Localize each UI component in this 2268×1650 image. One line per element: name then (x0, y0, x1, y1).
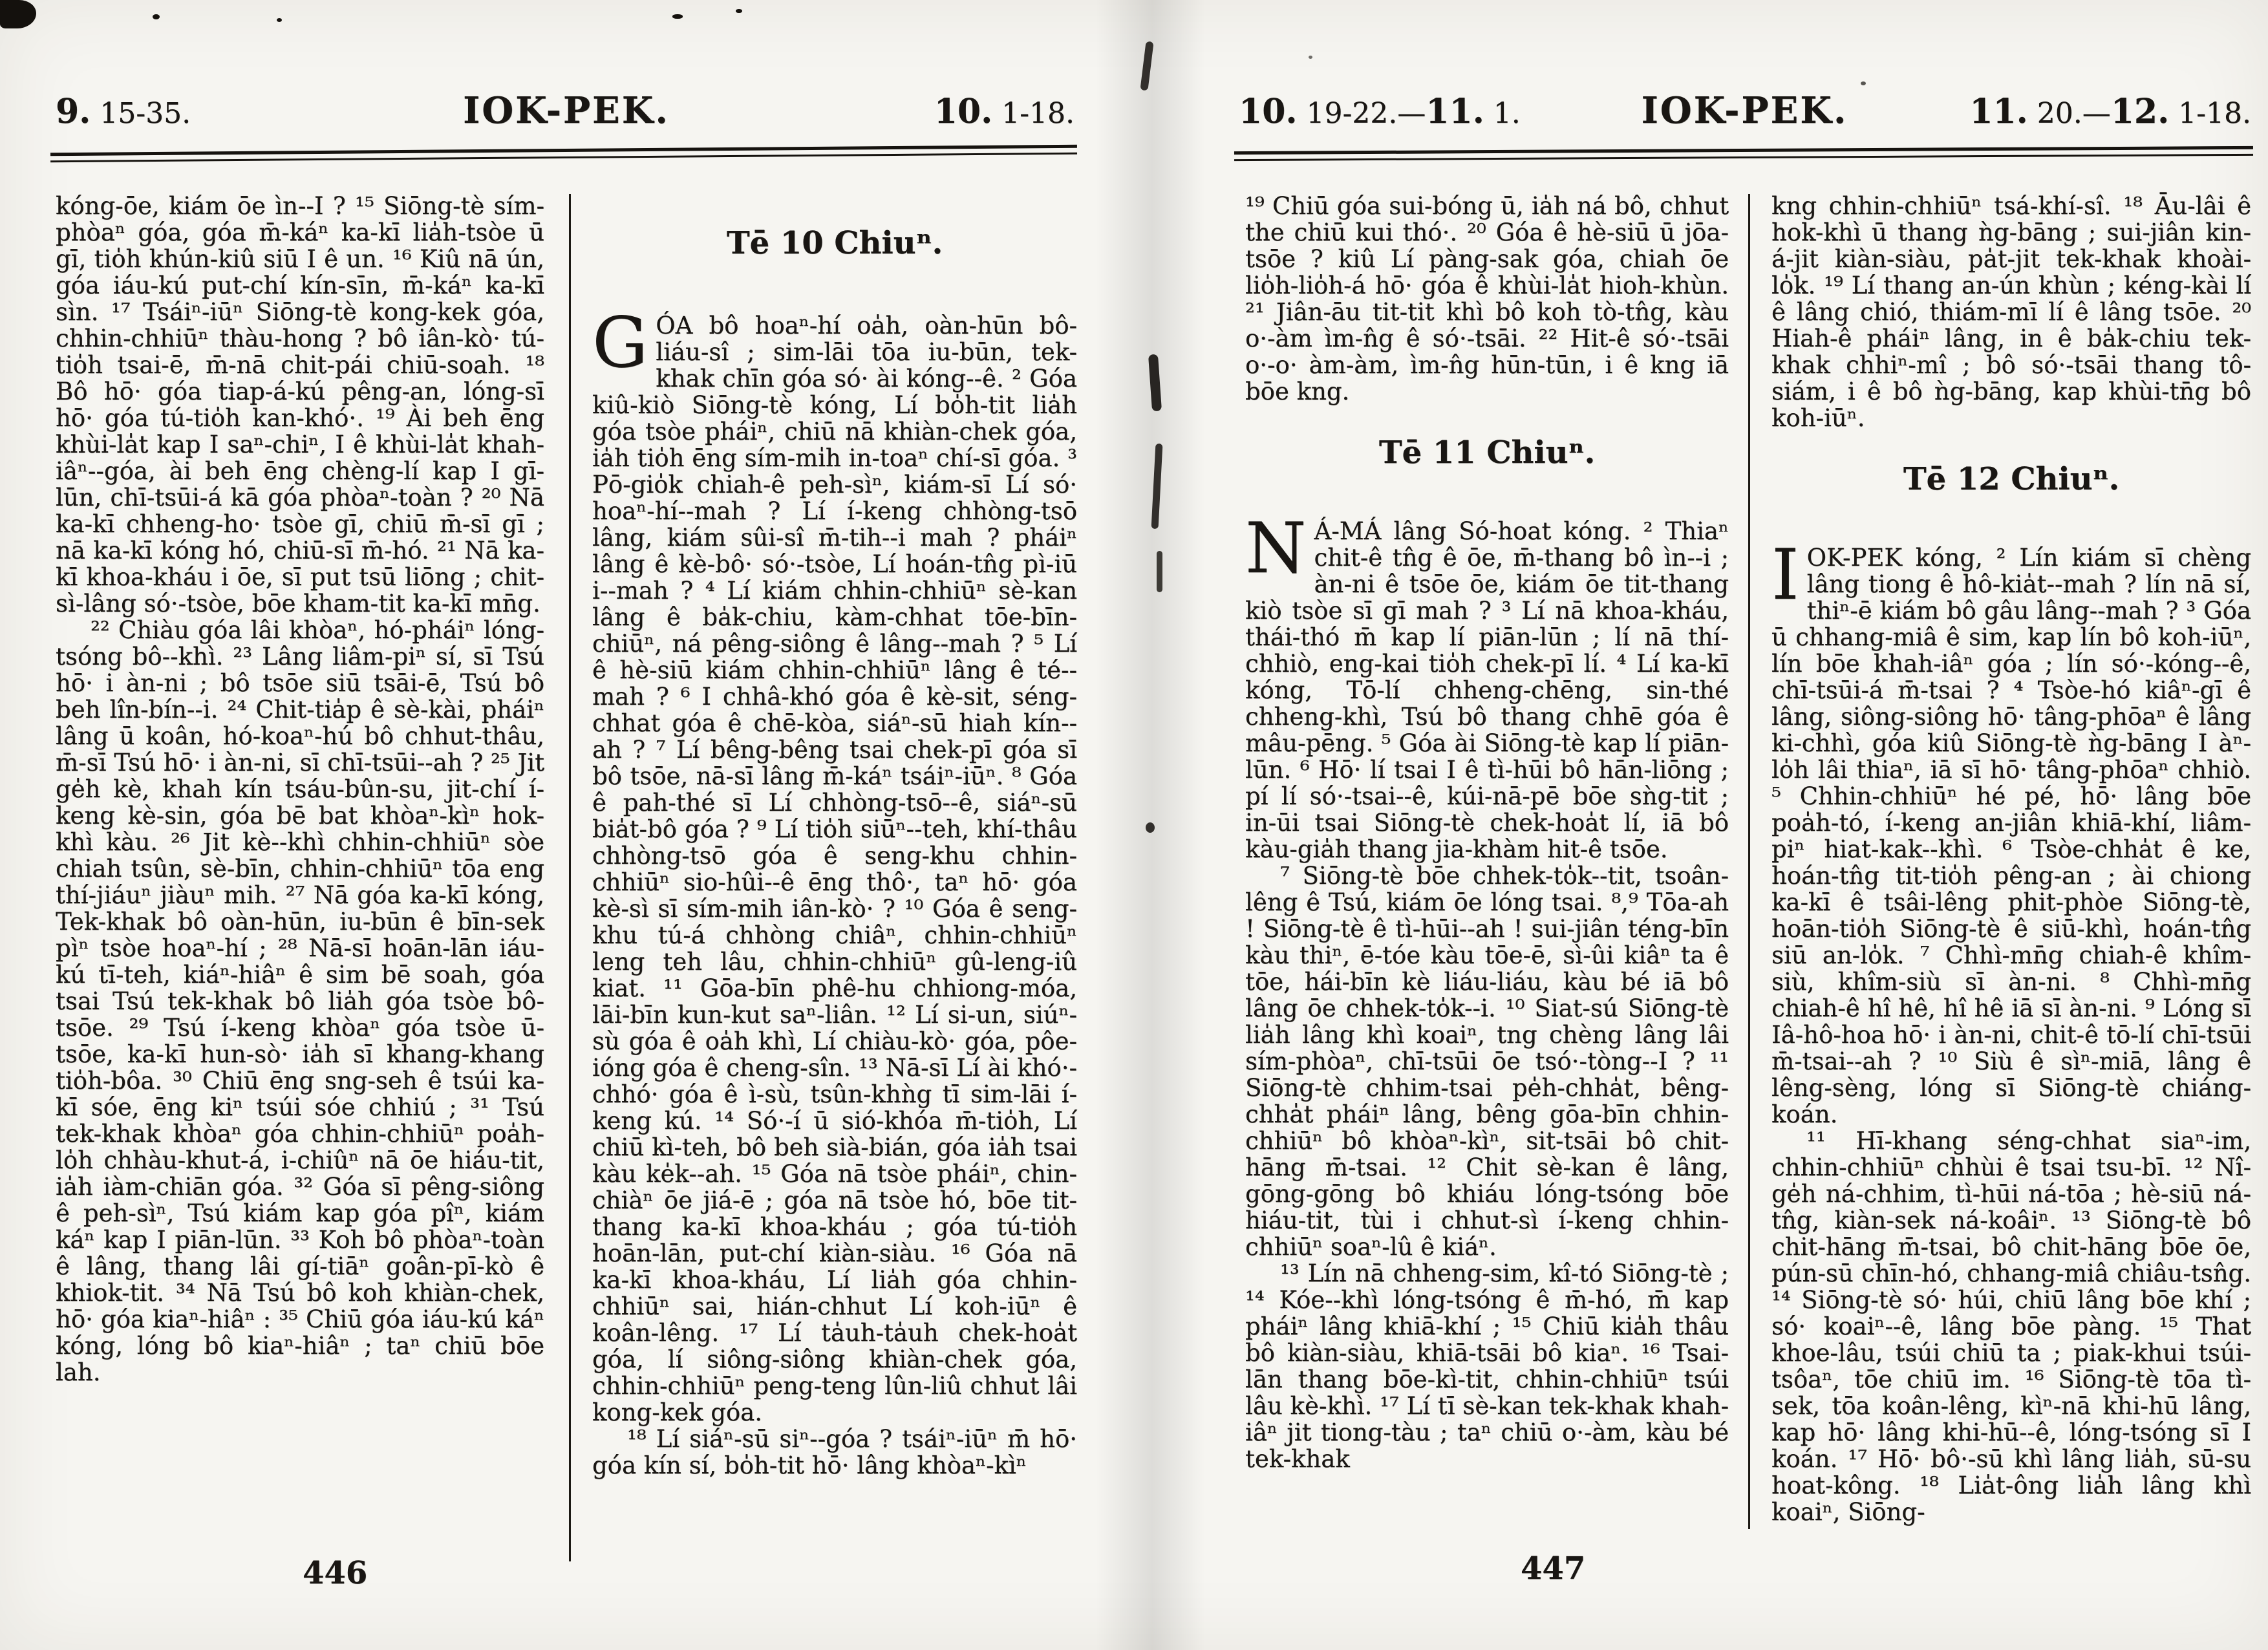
binding-mark (1157, 551, 1162, 592)
running-title: IOK-PEK. (463, 89, 670, 132)
ink-speck (1861, 81, 1866, 85)
ink-speck (672, 14, 683, 19)
verse-paragraph: ¹³ Lín nā chheng-sim, kî-tó Siōng-tè ; ¹⁴ Kóe--khì lóng-tsóng ê m̄-hó, m̄ kap pháiⁿ lâng khiā-khí ; ¹⁵ Chiū kia̍h thâu bô kiàn-siàu, khiā-tsāi bô kiaⁿ. ¹⁶ Tsai-lān thang bōe-kì-tit, chhin-chhiūⁿ tsúi lâu kè-khì. ¹⁷ Lí tī sè-kan tek-khak khah-iâⁿ jit tiong-tàu ; taⁿ chiū o·-àm, kàu bé tek-khak (1245, 1259, 1729, 1473)
chapter-verse-ref-right (934, 92, 1075, 131)
chapter-heading: Tē 12 Chiuⁿ. (1903, 461, 2120, 497)
header-rule (50, 145, 1077, 162)
verse-range: 1. (1484, 97, 1521, 130)
text-column (592, 193, 1077, 1479)
chapter-heading: Tē 11 Chiuⁿ. (1378, 434, 1596, 471)
verse-paragraph: ⁷ Siōng-tè bōe chhek-to̍k--tit, tsoân-lêng ê Tsú, kiám ōe lóng tsai. ⁸,⁹ Tōa-ah ! Siōng-tè ê tì-hūi--ah ! sui-jiân téng-bīn kàu thiⁿ, ē-tóe kàu tōe-ē, sì-ûi kiâⁿ ta ê tōe, hái-bīn kè liáu-liáu, kàu bé iā bô lâng ōe chhek-to̍k--i. ¹⁰ Siat-sú Siōng-tè lia̍h lâng khì koaiⁿ, tng chèng lâng lâi sím-phòaⁿ, chī-tsūi ōe tsó·-tòng--I ? ¹¹ Siōng-tè chhim-tsai pe̍h-chha̍t, bêng-chha̍t pháiⁿ lâng, bêng gōa-bīn chhin-chhiūⁿ bô khòaⁿ-kìⁿ, sit-tsāi bô chit-hāng m̄-tsai. ¹² Chit sè-kan ê lâng, gōng-gōng bô khiáu lóng-tsóng bōe hiáu-tit, tùi i chhut-sì í-keng chhin-chhiūⁿ soaⁿ-lû ê kiáⁿ. (1245, 862, 1729, 1261)
ink-speck (736, 9, 742, 13)
chapter-number: 12. (2110, 92, 2170, 131)
verse-range: 19-22.— (1297, 97, 1426, 130)
verse-range: 1-18. (992, 97, 1075, 130)
verse-paragraph-dropcap: IOK-PEK kóng, ² Lín kiám sī chèng lâng tiong ê hô-kia̍t--mah ? lín nā sí, thiⁿ-ē kiám bô gâu lâng--mah ? ³ Góa ū chhang-miâ ê sim, kap lín bô koh-iūⁿ, lín bōe khah-iâⁿ góa ; lín só·-kóng--ê, chī-tsūi-á m̄-tsai ? ⁴ Tsòe-hó kiâⁿ-gī ê lâng, siông-siông hō· tâng-phōaⁿ ê lâng ki-chhì, góa kiû Siōng-tè ǹg-bāng I àⁿ-lo̍h lâi thiaⁿ, iā sī hō· tâng-phōaⁿ chhiò. ⁵ Chhin-chhiūⁿ hé pé, hō· lâng bōe poa̍h-tó, í-keng an-jiân khiā-khí, liâm-piⁿ hiat-kak--khì. ⁶ Tsòe-chha̍t ê ke, hoán-tn̂g tit-tio̍h pêng-an ; ài chiong ka-kī ê tsâi-lêng phit-phòe Siōng-tè, hoān-tio̍h Siōng-tè ê siū-khì, hoán-tn̂g siū an-lo̍k. ⁷ Chhì-mn̄g chiah-ê khîm-siù, khîm-siù sī àn-ni. ⁸ Chhì-mn̄g chiah-ê hî hê, hî hê iā sī àn-ni. ⁹ Lóng sī Iâ-hô-hoa hō· i àn-ni, chit-ê tō-lí chī-tsūi m̄-tsai--ah ? ¹⁰ Siù ê sìⁿ-miā, lâng ê lêng-sèng, lóng sī Siōng-tè chiáng-koán. (1771, 535, 2251, 1128)
text-column (1771, 193, 2251, 1525)
verse-paragraph: ¹⁹ Chiū góa sui-bóng ū, ia̍h ná bô, chhut the chiū kui thó·. ²⁰ Góa ê hè-siū ū jōa-tsōe ? kiû Lí pàng-sak góa, chiah ōe lio̍h-lio̍h-á hō· góa ê khùi-la̍t hioh-khùn. ²¹ Jiân-āu tit-tit khì bô koh tò-tn̂g, kàu o·-àm ìm-n̂g ê só·-tsāi. ²² Hit-ê só·-tsāi o·-o· àm-àm, ìm-n̂g hūn-tūn, i ê kng iā bōe kng. (1245, 192, 1729, 405)
column-divider-rule (1748, 194, 1750, 1529)
ink-speck (277, 18, 282, 22)
header-rule (1234, 146, 2253, 161)
verse-paragraph: ²² Chiàu góa lâi khòaⁿ, hó-pháiⁿ lóng-tsóng bô--khì. ²³ Lâng liâm-piⁿ sí, sī Tsú hō· i àn-ni ; bô tsōe siū tsāi-ē, Tsú bô beh lîn-bín--i. ²⁴ Chit-tia̍p ê sè-kài, pháiⁿ lâng ū koân, hó-koaⁿ-hú bô chhut-thâu, m̄-sī Tsú hō· i àn-ni, sī chī-tsūi--ah ? ²⁵ Jit ge̍h kè, khah kín tsáu-bûn-su, jit-chí í-keng kè-sin, góa bē bat khòaⁿ-kìⁿ hok-khì kàu. ²⁶ Jit kè--khì chhin-chhiūⁿ sòe chiah tsûn, sè-bīn, chhin-chhiūⁿ tōa eng thí-jiáuⁿ jiàuⁿ mih. ²⁷ Nā góa ka-kī kóng, Tek-khak bô oàn-hūn, iu-būn ê bīn-sek pìⁿ tsòe hoaⁿ-hí ; ²⁸ Nā-sī hoān-lān iáu-kú tī-teh, kiáⁿ-hiâⁿ ê sim bē soah, góa tsai Tsú tek-khak bô lia̍h góa tsòe bô-tsōe. ²⁹ Tsú í-keng khòaⁿ góa tsòe ū-tsōe, ka-kī hun-sò· ia̍h sī khang-khang tio̍h-bôa. ³⁰ Chiū ēng sng-seh ê tsúi ka-kī sóe, ēng kiⁿ tsúi sóe chhiú ; ³¹ Tsú tek-khak khòaⁿ góa chhin-chhiūⁿ poa̍h-lo̍h chhàu-khut-á, i-chiûⁿ nā ōe hiáu-tit, ia̍h iàm-chiān góa. ³² Góa sī pêng-siông ê peh-sìⁿ, Tsú kiám kap góa pîⁿ, kiám káⁿ kap I piān-lūn. ³³ Koh bô phòaⁿ-toàn ê lâng, thang lâi gí-tiāⁿ goân-pī-kò ê khiok-tit. ³⁴ Nā Tsú bô koh khiàn-chek, hō· góa kiaⁿ-hiâⁿ : ³⁵ Chiū góa iáu-kú káⁿ kóng, lóng bô kiaⁿ-hiâⁿ ; taⁿ chiū bōe lah. (56, 616, 544, 1386)
chapter-verse-ref-right (1969, 92, 2251, 131)
chapter-number: 11. (1426, 92, 1484, 131)
chapter-heading: Tē 10 Chiuⁿ. (726, 225, 943, 261)
chapter-number: 11. (1969, 92, 2028, 131)
binding-mark (1146, 822, 1155, 833)
verse-range: 1-18. (2169, 97, 2251, 130)
verse-paragraph: ¹¹ Hī-khang séng-chhat siaⁿ-im, chhin-chhiūⁿ chhùi ê tsai tsu-bī. ¹² Nî-ge̍h ná-chhim, tì-hūi ná-tōa ; hè-siū ná-tn̂g, kiàn-sek ná-koâiⁿ. ¹³ Siōng-tè bô chit-hāng m̄-tsai, bô chit-hāng bōe ōe, pún-sū chīn-hó, chhang-miâ chiâu-tsn̂g. ¹⁴ Siōng-tè só· húi, chiū lâng bōe khí ; só· koaiⁿ--ê, lâng bōe pàng. ¹⁵ That khoe-lâu, tsúi chiū ta ; piak-khui tsúi-tsôaⁿ, tōe chiū im. ¹⁶ Siōng-tè tōa tì-sek, tōa koân-lêng, kìⁿ-nā khi-hū lâng, kap hō· lâng khi-hū--ê, lóng-tsóng sī I koán. ¹⁷ Hō· bô·-sū khì lâng lia̍h, sū-su hoat-kông. ¹⁸ Lia̍t-ông lia̍h lâng khì koaiⁿ, Siōng- (1771, 1127, 2251, 1526)
verse-paragraph-dropcap: GÓA bô hoaⁿ-hí oa̍h, oàn-hūn bô-liáu-sî ; sim-lāi tōa iu-būn, tek-khak chīn góa só· ài kóng--ê. ² Góa kiû-kiò Siōng-tè kóng, Lí bo̍h-tit lia̍h góa tsòe pháiⁿ, chiū nā khiàn-chek góa, ia̍h tio̍h ēng sím-mi̍h in-toaⁿ chí-sī góa. ³ Pō-gio̍k chiah-ê peh-sìⁿ, kiám-sī Lí só· hoaⁿ-hí--mah ? Lí í-keng chhòng-tsō lâng, kiám sûi-sî m̄-tih--i mah ? pháiⁿ lâng ê kè-bô· só·-tsòe, Lí hoán-tn̂g pì-iū i--mah ? ⁴ Lí kiám chhin-chhiūⁿ sè-kan lâng ê ba̍k-chiu, kàm-chhat tōe-bīn-chiūⁿ, ná pêng-siông ê lâng--mah ? ⁵ Lí ê hè-siū kiám chhin-chhiūⁿ lâng ê té--mah ? ⁶ I chhâ-khó góa ê kè-sit, séng-chhat góa ê chē-kòa, siáⁿ-sū hiah kín--ah ? ⁷ Lí bêng-bêng tsai chek-pī góa sī bô tsōe, nā-sī lâng m̄-káⁿ tsáiⁿ-iūⁿ. ⁸ Góa ê pah-thé sī Lí chhòng-tsō--ê, siáⁿ-sū bia̍t-bô góa ? ⁹ Lí tio̍h siūⁿ--teh, khí-thâu chhòng-tsō góa ê seng-khu chhin-chhiūⁿ sio-hûi--ê ēng thô·, taⁿ hō· góa kè-sì sī sím-mih iân-kò· ? ¹⁰ Góa ê seng-khu tú-á chhòng chiâⁿ, chhin-chhiūⁿ leng teh lâu, chhin-chhiūⁿ gû-leng-iû kiat. ¹¹ Gōa-bīn phê-hu chhiong-móa, lāi-bīn kun-kut saⁿ-liân. ¹² Lí si-un, siúⁿ-sù góa ê oa̍h khì, Lí chiàu-kò· góa, pôe-ióng góa ê cheng-sîn. ¹³ Nā-sī Lí ài khó·-chhó· góa ê ì-sù, tsûn-khǹg tī sim-lāi í-keng kú. ¹⁴ Só·-í ū sió-khóa m̄-tio̍h, Lí chiū kì-teh, bô beh sià-bián, góa ia̍h tsai kàu ke̍k--ah. ¹⁵ Góa nā tsòe pháiⁿ, chin-chiàⁿ ōe jiá-ē ; góa nā tsòe hó, bōe tit-thang ka-kī khoa-kháu ; góa tú-tio̍h hoān-lān, put-chí kiàn-siàu. ¹⁶ Góa nā ka-kī khoa-kháu, Lí lia̍h góa chhin-chhiūⁿ sai, hián-chhut Lí koh-iūⁿ ê koân-lêng. ¹⁷ Lí ta̍uh-ta̍uh chek-hoa̍t góa, lí siông-siông khiàn-chek góa, chhin-chhiūⁿ peng-teng lûn-liû chhut lâi kong-kek góa. (592, 303, 1077, 1426)
column-divider-rule (569, 194, 571, 1561)
ink-speck (153, 14, 160, 19)
page-number: 447 (1521, 1550, 1586, 1587)
verse-paragraph: kng chhin-chhiūⁿ tsá-khí-sî. ¹⁸ Āu-lâi ê hok-khì ū thang ǹg-bāng ; sui-jiân kin-á-jit kiàn-siàu, pa̍t-jit tek-khak khoài-lo̍k. ¹⁹ Lí thang an-ún khùn ; kéng-kài lí ê lâng chió, thiám-mī lí ê lâng tsōe. ²⁰ Hiah-ê pháiⁿ lâng, in ê ba̍k-chiu tek-khak chhiⁿ-mî ; bô só·-tsāi thang tô-siám, i ê bô ǹg-bāng, kap khùi-tn̄g bô koh-iūⁿ. (1771, 192, 2251, 432)
chapter-number: 10. (1239, 92, 1298, 131)
running-title: IOK-PEK. (1641, 89, 1848, 132)
text-column (1245, 193, 1729, 1472)
chapter-number: 10. (934, 92, 993, 131)
verse-paragraph: ¹⁸ Lí siáⁿ-sū siⁿ--góa ? tsáiⁿ-iūⁿ m̄ hō· góa kín sí, bo̍h-tit hō· lâng khòaⁿ-kìⁿ (592, 1425, 1077, 1479)
verse-paragraph-dropcap: NÁ-MÁ lâng Só-hoat kóng. ² Thiaⁿ chit-ê tn̂g ê ōe, m̄-thang bô ìn--i ; àn-ni ê tsōe ōe, kiám ōe tit-thang kiò tsòe sī gī mah ? ³ Lí nā khoa-kháu, thái-thó m̄ kap lí piān-lūn ; lí nā thí-chhiò, eng-kai tio̍h chek-pī lí. ⁴ Lí ka-kī kóng, Tō-lí chheng-chēng, sin-thé chheng-khì, Tsú bô thang chhē góa ê mâu-pēng. ⁵ Góa ài Siōng-tè kap lí piān-lūn. ⁶ Hō· lí tsai I ê tì-hūi bô hān-liōng ; pí lí só·-tsai--ê, kúi-nā-pē bōe sǹg-tit ; in-ūi tsai Siōng-tè chek-hoa̍t lí, iā bô kàu-gia̍h thang jia-khàm hit-ê tsōe. (1245, 508, 1729, 863)
text-column (56, 193, 544, 1386)
verse-range: 20.— (2027, 97, 2111, 130)
page-number: 446 (303, 1555, 368, 1591)
chapter-number: 9. (56, 92, 91, 131)
page-447 (1134, 0, 2268, 1650)
ink-speck (1309, 56, 1312, 59)
verse-range: 15-35. (91, 97, 191, 130)
verse-paragraph: kóng-ōe, kiám ōe ìn--I ? ¹⁵ Siōng-tè sím-phòaⁿ góa, góa m̄-káⁿ ka-kī lia̍h-tsòe ū gī, tio̍h khún-kiû siū I ê un. ¹⁶ Kiû nā ún, góa iáu-kú put-chí kín-sīn, m̄-káⁿ ka-kī sìn. ¹⁷ Tsáiⁿ-iūⁿ Siōng-tè kong-kek góa, chhin-chhiūⁿ thàu-hong ? bô iân-kò· tú-tio̍h tsai-ē, m̄-nā chit-pái chiū-soah. ¹⁸ Bô hō· góa tiap-á-kú pêng-an, lóng-sī hō· góa tú-tio̍h kan-khó·. ¹⁹ Ài beh ēng khùi-la̍t kap I saⁿ-chiⁿ, I ê khùi-la̍t khah-iâⁿ--góa, ài beh ēng chèng-lí kap I gī-lūn, chī-tsūi-á kā góa phòaⁿ-toàn ? ²⁰ Nā ka-kī chheng-ho· tsòe gī, chiū m̄-sī gī ; nā ka-kī kóng hó, chiū-sī m̄-hó. ²¹ Nā ka-kī khoa-kháu i ōe, sī put tsū liōng ; chit-sì-lâng só·-tsòe, bōe kham-tit ka-kī mn̄g. (56, 192, 544, 617)
